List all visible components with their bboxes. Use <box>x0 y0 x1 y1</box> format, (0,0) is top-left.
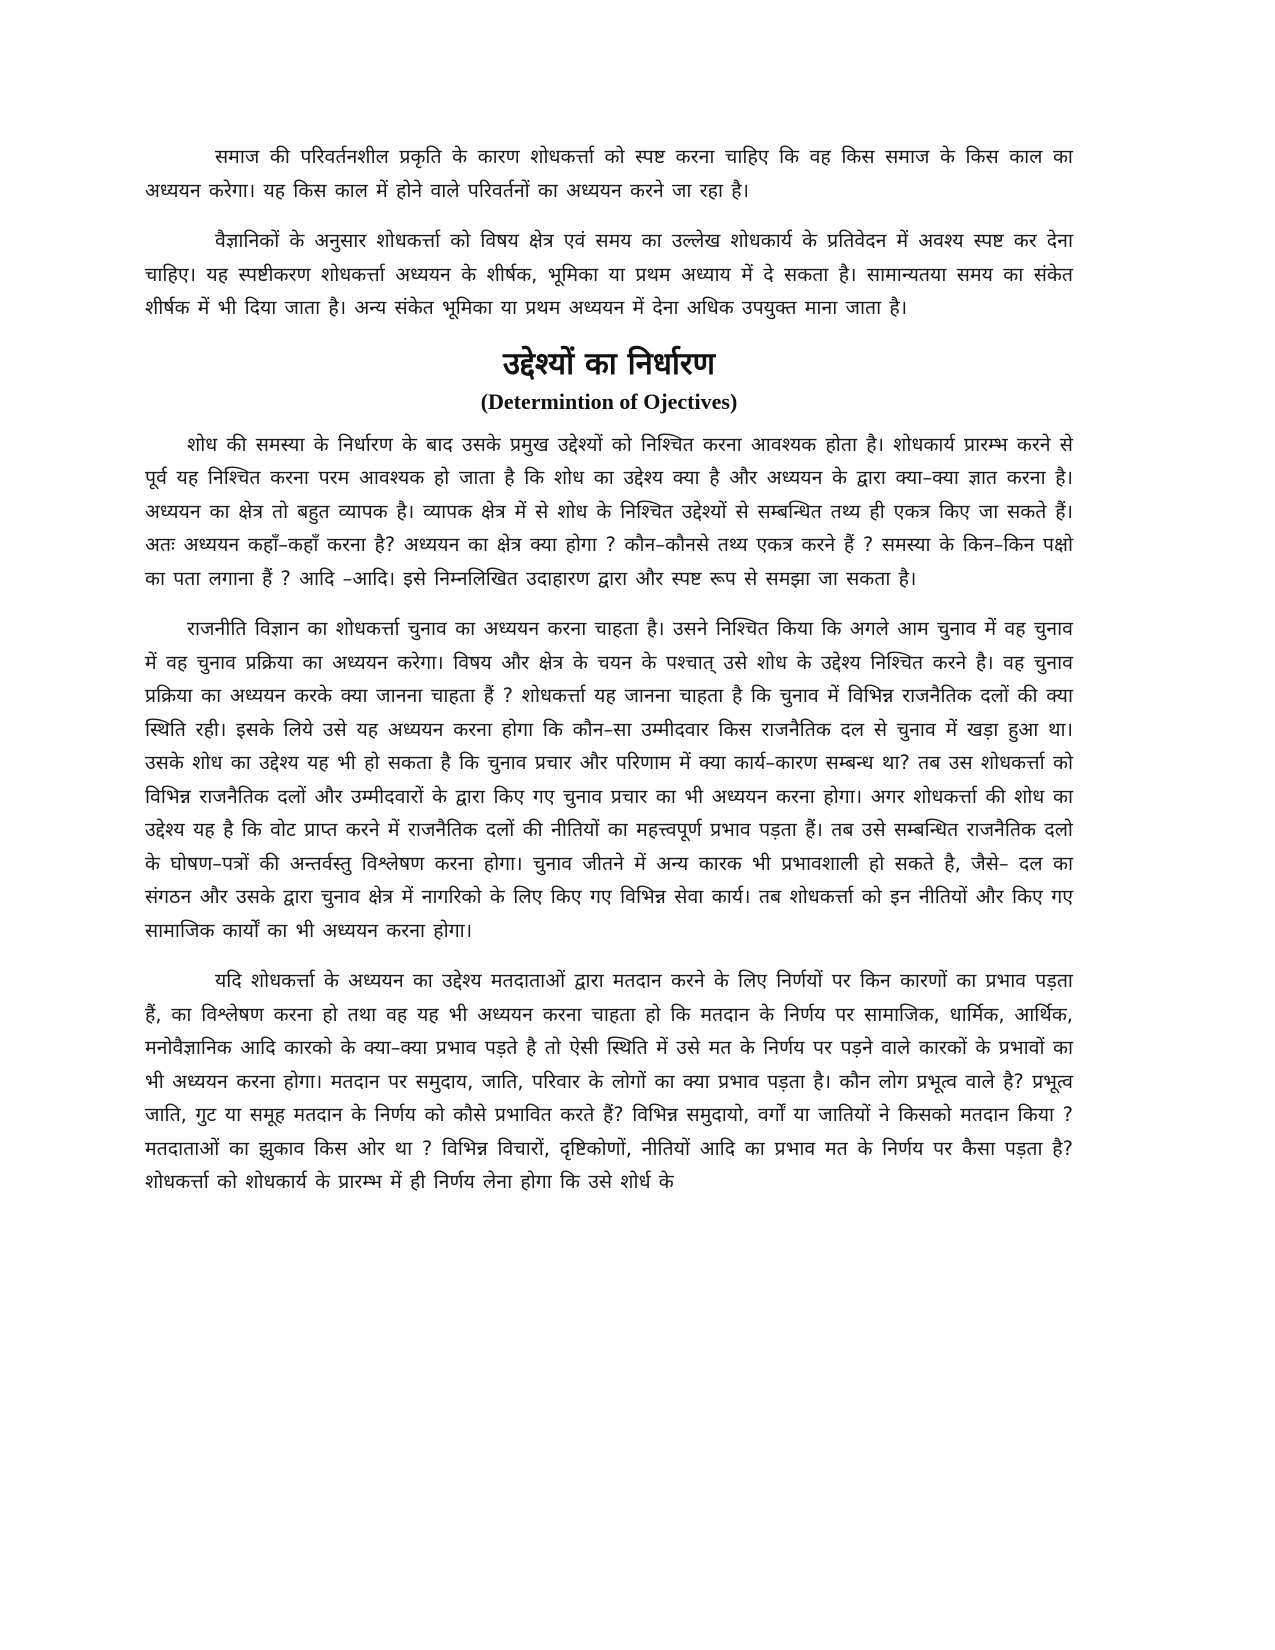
paragraph-election-example: राजनीति विज्ञान का शोधकर्त्ता चुनाव का अध्ययन करना चाहता है। उसने निश्चित किया कि अगले आम चुनाव में वह चुनाव में वह चुनाव प्रक्रिया का अध्ययन करेगा। विषय और क्षेत्र के चयन के पश्चात् उसे शोध के उद्देश्य निश्चित करने है। वह चुनाव प्रक्रिया का अध्ययन करके क्या जानना चाहता हैं ? शोधकर्त्ता यह जानना चाहता है कि चुनाव में विभिन्न राजनैतिक दलों की क्या स्थिति रही। इसके लिये उसे यह अध्ययन करना होगा कि कौन–सा उम्मीदवार किस राजनैतिक दल से चुनाव में खड़ा हुआ था। उसके शोध का उद्देश्य यह भी हो सकता है कि चुनाव प्रचार और परिणाम में क्या कार्य–कारण सम्बन्ध था? तब उस शोधकर्त्ता को विभिन्न राजनैतिक दलों और उम्मीदवारों के द्वारा किए गए चुनाव प्रचार का भी अध्ययन करना होगा। अगर शोधकर्त्ता की शोध का उद्देश्य यह है कि वोट प्राप्त करने में राजनैतिक दलों की नीतियों का महत्त्वपूर्ण प्रभाव पड़ता हैं। तब उसे सम्बन्धित राजनैतिक दलो के घोषण–पत्रों की अन्तर्वस्तु विश्लेषण करना होगा। चुनाव जीतने में अन्य कारक भी प्रभावशाली हो सकते है, जैसे– दल का संगठन और उसके द्वारा चुनाव क्षेत्र में नागरिको के लिए किए गए विभिन्न सेवा कार्य। तब शोधकर्त्ता को इन नीतियों और किए गए सामाजिक कार्यों का भी अध्ययन करना होगा। <box>145 617 1073 942</box>
section-heading: उद्देश्यों का निर्धारण <box>502 345 716 382</box>
paragraph-objectives-intro: शोध की समस्या के निर्धारण के बाद उसके प्रमुख उद्देश्यों को निश्चित करना आवश्यक होता है। शोधकार्य प्रारम्भ करने से पूर्व यह निश्चित करना परम आवश्यक हो जाता है कि शोध का उद्देश्य क्या है और अध्ययन के द्वारा क्या–क्या ज्ञात करना है। अध्ययन का क्षेत्र तो बहुत व्यापक है। व्यापक क्षेत्र में से शोध के निश्चित उद्देश्यों से सम्बन्धित तथ्य ही एकत्र किए जा सकते हैं। अतः अध्ययन कहाँ–कहाँ करना है? अध्ययन का क्षेत्र क्या होगा ? कौन–कौनसे तथ्य एकत्र करने हैं ? समस्या के किन–किन पक्षो का पता लगाना हैं ? आदि –आदि। इसे निम्नलिखित उदाहारण द्वारा और स्पष्ट रूप से समझा जा सकता है। <box>145 432 1073 590</box>
section-subheading: (Determintion of Ojectives) <box>480 388 738 414</box>
paragraph-voter-decisions: यदि शोधकर्त्ता के अध्ययन का उद्देश्य मतदाताओं द्वारा मतदान करने के लिए निर्णयों पर किन कारणों का प्रभाव पड़ता हैं, का विश्लेषण करना हो तथा वह यह भी अध्ययन करना चाहता हो कि मतदान के निर्णय पर सामाजिक, धार्मिक, आर्थिक, मनोवैज्ञानिक आदि कारको के क्या–क्या प्रभाव पड़ते है तो ऐसी स्थिति में उसे मत के निर्णय पर पड़ने वाले कारकों के प्रभावों का भी अध्ययन करना होगा। मतदान पर समुदाय, जाति, परिवार के लोगों का क्या प्रभाव पड़ता है। कौन लोग प्रभूत्व वाले है? प्रभूत्व जाति, गुट या समूह मतदान के निर्णय को कौसे प्रभावित करते हैं? विभिन्न समुदायो, वर्गों या जातियों ने किसको मतदान किया ? मतदाताओं का झुकाव किस ओर था ? विभिन्न विचारों, दृष्टिकोणों, नीतियों आदि का प्रभाव मत के निर्णय पर कैसा पड़ता है? शोधकर्त्ता को शोधकार्य के प्रारम्भ में ही निर्णय लेना होगा कि उसे शोर्ध के <box>145 969 1073 1193</box>
paragraph-scientists-scope: वैज्ञानिकों के अनुसार शोधकर्त्ता को विषय क्षेत्र एवं समय का उल्लेख शोधकार्य के प्रतिवेदन में अवश्य स्पष्ट कर देना चाहिए। यह स्पष्टीकरण शोधकर्त्ता अध्ययन के शीर्षक, भूमिका या प्रथम अध्याय में दे सकता है। सामान्यतया समय का संकेत शीर्षक में भी दिया जाता है। अन्य संकेत भूमिका या प्रथम अध्ययन में देना अधिक उपयुक्त माना जाता है। <box>145 229 1073 319</box>
paragraph-society-time-period: समाज की परिवर्तनशील प्रकृति के कारण शोधकर्त्ता को स्पष्ट करना चाहिए कि वह किस समाज के किस काल का अध्ययन करेगा। यह किस काल में होने वाले परिवर्तनों का अध्ययन करने जा रहा है। <box>145 145 1073 202</box>
document-page <box>145 140 1073 1216</box>
